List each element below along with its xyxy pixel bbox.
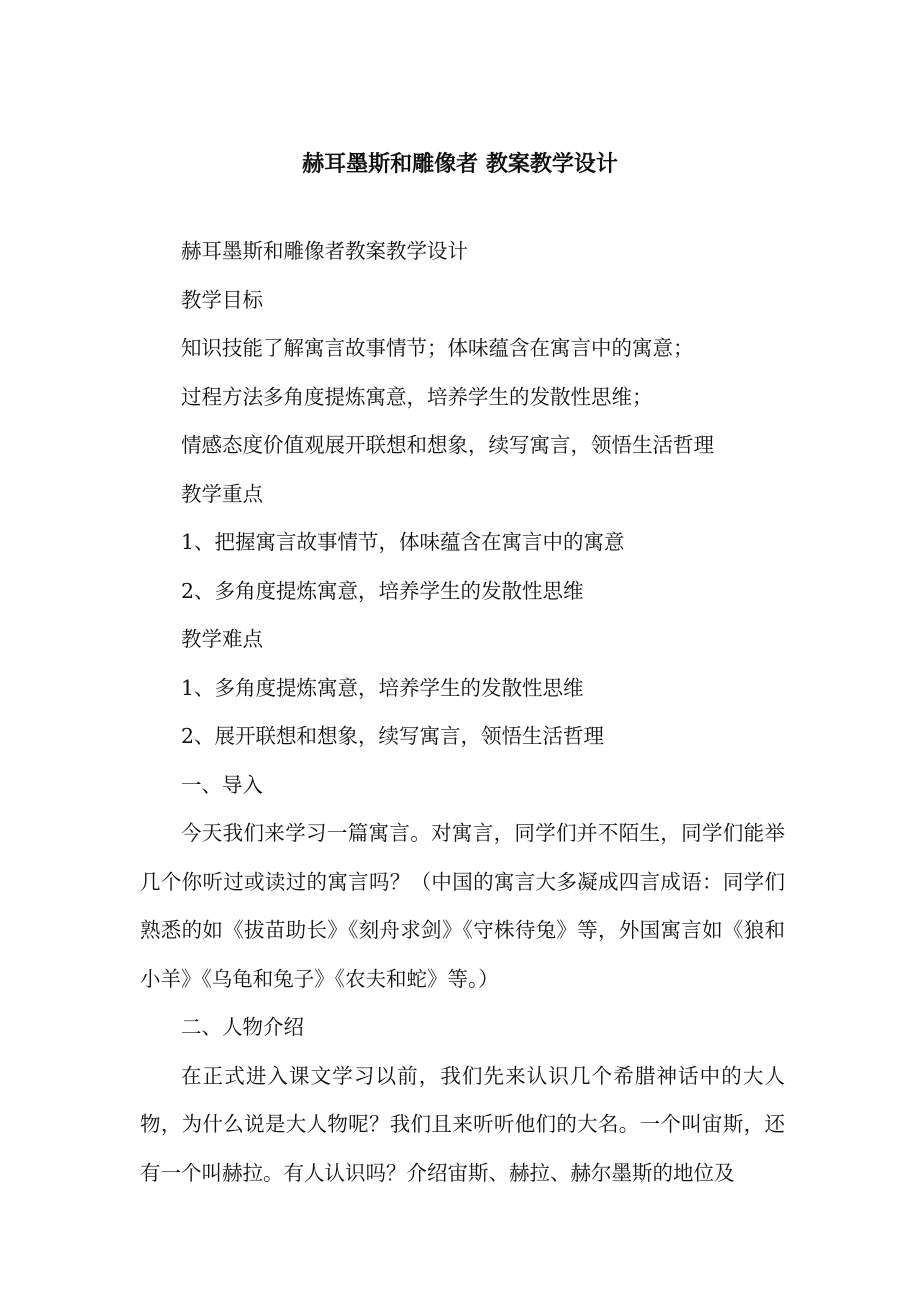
heading-introduction: 一、导入 xyxy=(181,772,263,797)
heading-teaching-goals: 教学目标 xyxy=(181,287,263,312)
document-body xyxy=(140,227,785,1197)
heading-key-points: 教学重点 xyxy=(181,481,263,506)
heading-character-intro: 二、人物介绍 xyxy=(181,1015,304,1039)
list-item-key-point-1: 1、把握寓言故事情节，体味蕴含在寓言中的寓意 xyxy=(181,530,625,554)
paragraph-character-intro: 在正式进入课文学习以前，我们先来认识几个希腊神话中的大人物，为什么说是大人物呢？我们且来听听他们的大名。一个叫宙斯，还有一个叫赫拉。有人认识吗？介绍宙斯、赫拉、赫尔墨斯的地位及 xyxy=(140,1063,785,1185)
heading-difficult-points: 教学难点 xyxy=(181,627,263,651)
paragraph-process-methods: 过程方法多角度提炼寓意，培养学生的发散性思维； xyxy=(181,384,653,409)
paragraph-knowledge-skills: 知识技能了解寓言故事情节；体味蕴含在寓言中的寓意； xyxy=(181,336,694,360)
list-item-key-point-2: 2、多角度提炼寓意，培养学生的发散性思维 xyxy=(181,578,584,603)
list-item-difficult-point-2: 2、展开联想和想象，续写寓言，领悟生活哲理 xyxy=(181,724,605,748)
document-title: 赫耳墨斯和雕像者 教案教学设计 xyxy=(302,152,618,177)
list-item-difficult-point-1: 1、多角度提炼寓意，培养学生的发散性思维 xyxy=(181,675,584,700)
paragraph-subtitle: 赫耳墨斯和雕像者教案教学设计 xyxy=(181,239,468,263)
paragraph-emotion-values: 情感态度价值观展开联想和想象，续写寓言，领悟生活哲理 xyxy=(181,433,714,457)
paragraph-introduction: 今天我们来学习一篇寓言。对寓言，同学们并不陌生，同学们能举几个你听过或读过的寓言吗？（中国的寓言大多凝成四言成语：同学们熟悉的如《拔苗助长》《刻舟求剑》《守株待兔》等，外国寓言如《狼和小羊》《乌龟和兔子》《农夫和蛇》等。） xyxy=(140,821,785,991)
